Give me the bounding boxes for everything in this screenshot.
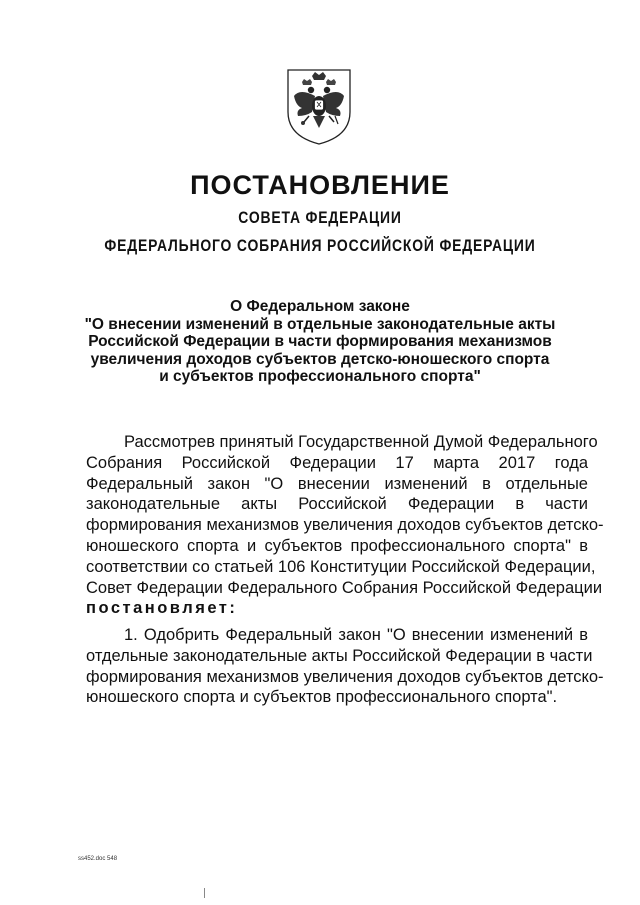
paragraph-line: отдельные законодательные акты Российской Федерации в части <box>86 646 593 665</box>
paragraph-line: юношеского спорта и субъектов профессионального спорта" в <box>86 536 588 555</box>
paragraph-line: Федеральный закон "О внесении изменений в отдельные <box>86 474 588 493</box>
law-title-line: Российской Федерации в части формирования механизмов <box>88 333 552 350</box>
file-reference: ss452.doc 548 <box>78 856 118 862</box>
paragraph-line: законодательные акты Российской Федерации в части <box>86 495 588 514</box>
law-title-line: "О внесении изменений в отдельные законодательные акты <box>84 315 556 333</box>
paragraph-line: соответствии со статьей 106 Конституции Российской Федерации, <box>86 557 596 576</box>
russian-coat-of-arms-icon <box>282 66 356 146</box>
issuer-subtitle: СОВЕТА ФЕДЕРАЦИИ <box>238 208 402 227</box>
issuer-subtitle-full: ФЕДЕРАЛЬНОГО СОБРАНИЯ РОССИЙСКОЙ ФЕДЕРАЦИИ <box>104 236 536 255</box>
paragraph-line: формирования механизмов увеличения доходов субъектов детско- <box>86 667 604 686</box>
paragraph-line: 1. Одобрить Федеральный закон "О внесении изменений в <box>124 626 588 644</box>
resolution-item-1 <box>86 625 604 708</box>
resolves-word: постановляет: <box>86 599 238 618</box>
law-title-line: увеличения доходов субъектов детско-юношеского спорта <box>90 350 550 368</box>
law-title-line: О Федеральном законе <box>230 298 410 315</box>
preamble-paragraph <box>86 432 604 619</box>
law-title-line: и субъектов профессионального спорта" <box>159 368 481 385</box>
paragraph-line: Совет Федерации Федерального Собрания Российской Федерации <box>86 578 603 597</box>
paragraph-line: Собрания Российской Федерации 17 марта 2017 года <box>86 453 588 472</box>
page-mark <box>204 888 205 898</box>
document-title: ПОСТАНОВЛЕНИЕ <box>190 170 450 200</box>
law-title-block <box>70 298 570 386</box>
paragraph-line: Рассмотрев принятый Государственной Думой Федерального <box>124 433 598 451</box>
paragraph-line: юношеского спорта и субъектов профессионального спорта". <box>86 688 558 707</box>
paragraph-line: формирования механизмов увеличения доходов субъектов детско- <box>86 516 604 535</box>
